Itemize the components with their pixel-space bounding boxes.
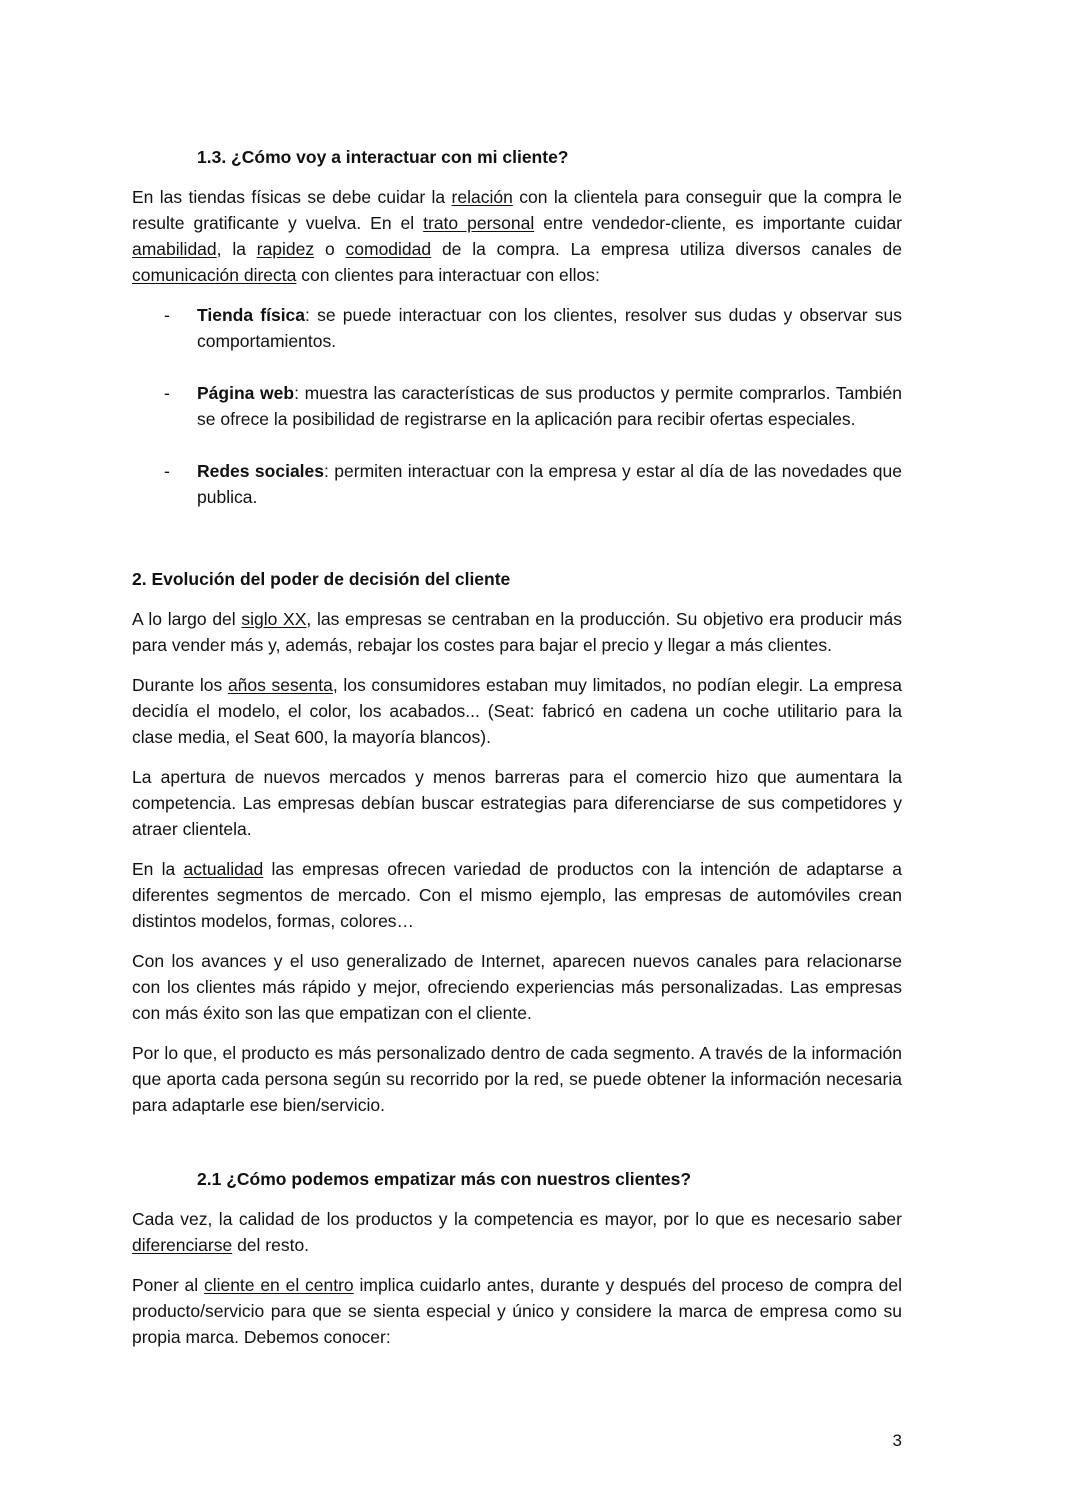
section-2-paragraph-5: Con los avances y el uso generalizado de Internet, aparecen nuevos canales para relacionarse con los clientes más rápido y mejor, ofreciendo experiencias más personalizadas. Las empresas con más éxito son las que empatizan con el cliente. [132,951,902,1023]
list-item [132,458,902,510]
list-item [132,380,902,432]
section-1-3-intro: En las tiendas físicas se debe cuidar la relación con la clientela para conseguir que la compra le resulte gratificante y vuelva. En el trato personal entre vendedor-cliente, es importante cuidar amabilidad, la rapidez o comodidad de la compra. La empresa utiliza diversos canales de comunicación directa con clientes para interactuar con ellos: [132,187,902,285]
section-2-paragraph-1: A lo largo del siglo XX, las empresas se centraban en la producción. Su objetivo era producir más para vender más y, además, rebajar los costes para bajar el precio y llegar a más clientes. [132,609,902,655]
list-item-text: : permiten interactuar con la empresa y estar al día de las novedades que publica. [197,461,903,507]
dash-bullet: - [164,305,170,325]
section-2-1-paragraph-1: Cada vez, la calidad de los productos y la competencia es mayor, por lo que es necesario saber diferenciarse del resto. [132,1209,902,1255]
page-content [132,144,902,1364]
section-2-paragraph-2: Durante los años sesenta, los consumidores estaban muy limitados, no podían elegir. La empresa decidía el modelo, el color, los acabados... (Seat: fabricó en cadena un coche utilitario para la clase media, el Seat 600, la mayoría blancos). [132,675,902,747]
section-2-paragraph-3: La apertura de nuevos mercados y menos barreras para el comercio hizo que aumentara la competencia. Las empresas debían buscar estrategias para diferenciarse de sus competidores y atraer clientela. [132,767,902,839]
list-item-term: Tienda física [197,305,306,325]
dash-bullet: - [164,383,170,403]
section-2-paragraph-6: Por lo que, el producto es más personalizado dentro de cada segmento. A través de la información que aporta cada persona según su recorrido por la red, se puede obtener la información necesaria para adaptarle ese bien/servicio. [132,1043,902,1115]
section-2-1-heading: 2.1 ¿Cómo podemos empatizar más con nuestros clientes? [197,1169,692,1189]
section-2-paragraph-4: En la actualidad las empresas ofrecen variedad de productos con la intención de adaptarse a diferentes segmentos de mercado. Con el mismo ejemplo, las empresas de automóviles crean distintos modelos, formas, colores… [132,859,903,931]
page-number: 3 [892,1431,902,1450]
section-2-1-paragraph-2: Poner al cliente en el centro implica cuidarlo antes, durante y después del proceso de compra del producto/servicio para que se sienta especial y único y considere la marca de empresa como su propia marca. Debemos conocer: [132,1275,902,1347]
section-1-3-heading: 1.3. ¿Cómo voy a interactuar con mi cliente? [197,147,569,167]
list-item-text: : se puede interactuar con los clientes, resolver sus dudas y observar sus comportamientos. [197,305,902,351]
list-item-term: Página web [197,383,295,403]
list-item [132,302,902,354]
section-2-heading: 2. Evolución del poder de decisión del cliente [132,569,511,589]
list-item-text: : muestra las características de sus productos y permite comprarlos. También se ofrece la posibilidad de registrarse en la aplicación para recibir ofertas especiales. [197,383,902,429]
channels-list [132,302,902,510]
dash-bullet: - [164,461,170,481]
list-item-term: Redes sociales [197,461,325,481]
